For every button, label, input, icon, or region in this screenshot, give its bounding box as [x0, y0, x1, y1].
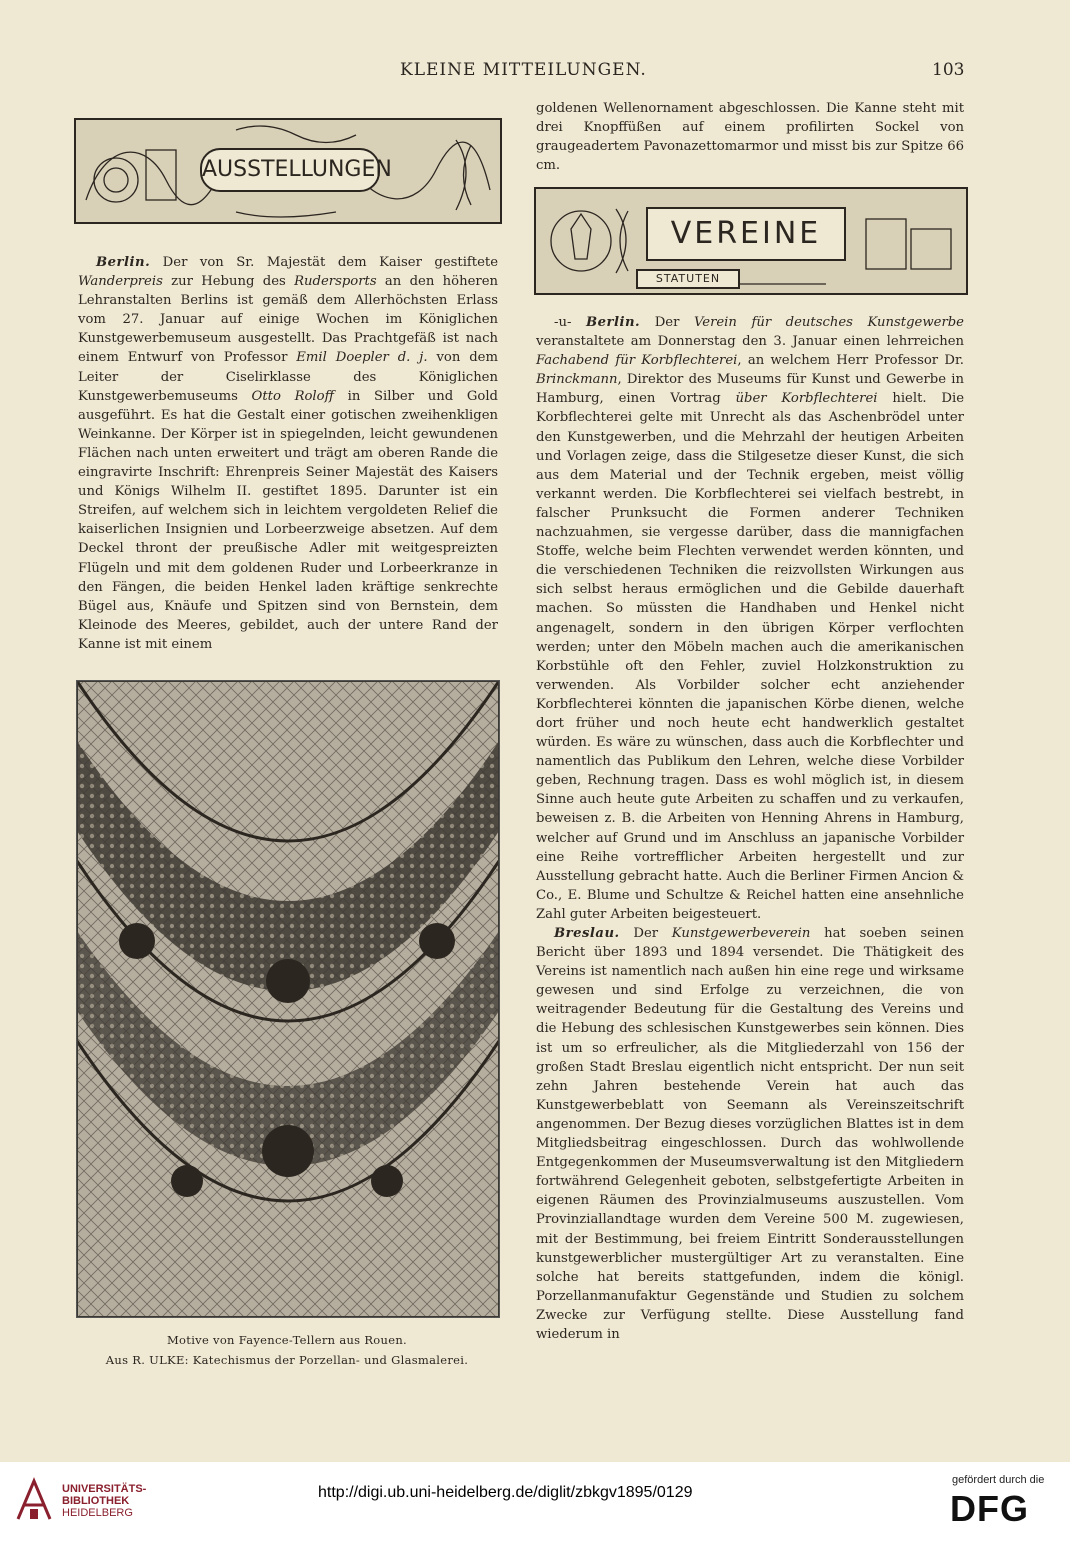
berlin-verein-paragraph: -u- Berlin. Der Verein für deutsches Kunstgewerbe veranstaltete am Donnerstag den 3. Januar einen lehrreichen Fachabend für Korbflechterei, an welchem Herr Professor Dr. Brinckmann, Direktor des Museums für Kunst und Gewerbe in Hamburg, einen Vortrag über Korbflechterei hielt. Die Korbflechterei gelte mit Unrecht als das Aschenbrödel unter den Kunstgewerben, und die Mehrzahl der heutigen Arbeiten und Vorlagen zeige, dass die Stilgesetze dieser Kunst, die sich aus dem Material und der Technik ergeben, meist völlig verkannt werden. Die Korbflechterei sei vielfach bestrebt, in falscher Prunksucht die Formen anderer Techniken nachzuahmen, sie vergesse darüber, dass die mannigfachen Stoffe, welche beim Flechten verwendet werden könnten, und die verschiedenen Techniken die reizvollsten Wirkungen aus sich selbst heraus ermöglichen und die Gebilde dauerhaft machen. So müssten die Handhaben und Henkel nicht angenagelt, sondern in den übrigen Körper verflochten werden; unter den Möbeln machen auch die amerikanischen Korbstühle oft den Fehler, zuviel Holzkonstruktion zu verwenden. Als Vorbilder solcher echt anziehender Korbflechterei könnten die japanischen Körbe dienen, welche dort früher und noch heute echt handwerklich gestaltet würden. Es wäre zu wünschen, dass auch die Korbflechter und namentlich das Publikum den Lehren, welche diese Vorbilder geben, Rechnung tragen. Dass es wohl möglich ist, in diesem Sinne auch heute gute Arbeiten zu schaffen und zu verkaufen, beweisen z. B. die Arbeiten von Henning Ahrens in Hamburg, welcher auf Grund und im Anschluss an japanische Vorbilder eine Reihe vortrefflicher Arbeiten hergestellt und zur Ausstellung gebracht hatte. Auch die Berliner Firmen Ancion & Co., E. Blume und Schultze & Reichel hatten eine ansehnliche Zahl guter Arbeiten beigesteuert.: [536, 315, 965, 922]
berlin-exhibition-paragraph: Berlin. Der von Sr. Majestät dem Kaiser gestiftete Wanderpreis zur Hebung des Rudersports an den höheren Lehranstalten Berlins ist gemäß dem Allerhöchsten Erlass vom 27. Januar auf einige Wochen im Königlichen Kunstgewerbemuseum ausgestellt. Das Prachtgefäß ist nach einem Entwurf von Professor Emil Doepler d. j. von dem Leiter der Ciselirklasse des Königlichen Kunstgewerbemuseums Otto Roloff in Silber und Gold ausgeführt. Es hat die Gestalt einer gotischen zweihenkligen Weinkanne. Der Körper ist in spiegelnden, leicht gewundenen Flächen nach unten erweitert und trägt am oberen Rande die eingravirte Inschrift: Ehrenpreis Seiner Majestät des Kaisers und Königs Wilhelm II. gestiftet 1895. Darunter ist ein Streifen, auf welchem sich in leichtem vergoldeten Relief die kaiserlichen Insignien und Lorbeerzweige absetzen. Auf dem Deckel thront der preußische Adler mit weitgespreizten Flügeln und mit dem goldenen Ruder und Lorbeerkranze in den Fängen, die beiden Henkel laden kräftige senkrechte Bügel aus, Knäufe und Spitzen sind von Bernstein, dem Kleinode des Meeres, gebildet, auch der untere Rand der Kanne ist mit einem: [78, 255, 498, 652]
right-column: [536, 313, 964, 1344]
figure-caption-source: Aus R. ULKE: Katechismus der Porzellan- und Glasmalerei.: [105, 1353, 469, 1367]
ausstellungen-title: AUSSTELLUNGEN: [200, 148, 380, 192]
permalink-url[interactable]: http://digi.ub.uni-heidelberg.de/diglit/zbkgv1895/0129: [318, 1484, 693, 1501]
page-number: 103: [932, 60, 965, 80]
fayence-plate-figure: [76, 680, 500, 1318]
running-head: KLEINE MITTEILUNGEN.: [400, 60, 647, 80]
dfg-logo[interactable]: DFG: [950, 1488, 1029, 1529]
ausstellungen-banner: [74, 118, 502, 224]
continuation-paragraph: goldenen Wellenornament abgeschlossen. Die Kanne steht mit drei Knopffüßen auf einem profilirten Sockel von graugeadertem Pavonazettomarmor und misst bis zur Spitze 66 cm.: [536, 101, 964, 174]
breslau-paragraph: Breslau. Der Kunstgewerbeverein hat soeben seinen Bericht über 1893 und 1894 versendet. Die Thätigkeit des Vereins ist namentlich nach außen hin eine rege und wirksame gewesen und sind Erfolge zu verzeichnen, die von weitragender Bedeutung für die Gestaltung des Vereins und die Hebung des schlesischen Kunstgewerbes sein können. Dies ist um so erfreulicher, als die Mitgliederzahl von 156 der großen Stadt Breslau eigentlich nicht entspricht. Der nun seit zehn Jahren bestehende Verein hat auch das Kunstgewerbeblatt von Seemann als Vereinszeitschrift angenommen. Der Bezug dieses vorzüglichen Blattes ist in dem Mitgliedsbeitrag eingeschlossen. Durch das wohlwollende Entgegenkommen der Museumsverwaltung ist den Mitgliedern fortwährend Gelegenheit geboten, selbstgefertigte Arbeiten in eigenen Räumen des Provinzialmuseums auszustellen. Vom Provinziallandtage wurden dem Vereine 500 M. zugewiesen, mit der Bestimmung, bei freiem Eintritt Sonderausstellungen kunstgewerblicher mustergültiger Art zu veranstalten. Eine solche hat bereits stattgefunden, indem die königl. Porzellanmanufaktur Gegenstände und Studien zu solchem Zwecke zur Verfügung stellte. Diese Ausstellung fand wiederum in: [536, 926, 964, 1342]
berlin-lead: Berlin.: [96, 255, 151, 270]
plate-ornament-image: [77, 681, 499, 1317]
statuten-ribbon: STATUTEN: [636, 269, 740, 289]
berlin-verein-lead: Berlin.: [585, 315, 641, 330]
figure-caption-title: Motive von Fayence-Tellern aus Rouen.: [166, 1333, 407, 1347]
vereine-title: VEREINE: [646, 207, 846, 261]
funding-note: gefördert durch die: [952, 1474, 1045, 1486]
breslau-lead: Breslau.: [554, 926, 620, 941]
left-column: [78, 253, 498, 654]
vereine-banner: [534, 187, 968, 295]
right-column-top: [536, 99, 964, 175]
university-library-logo-icon: [12, 1475, 56, 1525]
footer-bar: [0, 1462, 1070, 1542]
university-library-name[interactable]: UNIVERSITÄTS- BIBLIOTHEK HEIDELBERG: [62, 1483, 147, 1519]
